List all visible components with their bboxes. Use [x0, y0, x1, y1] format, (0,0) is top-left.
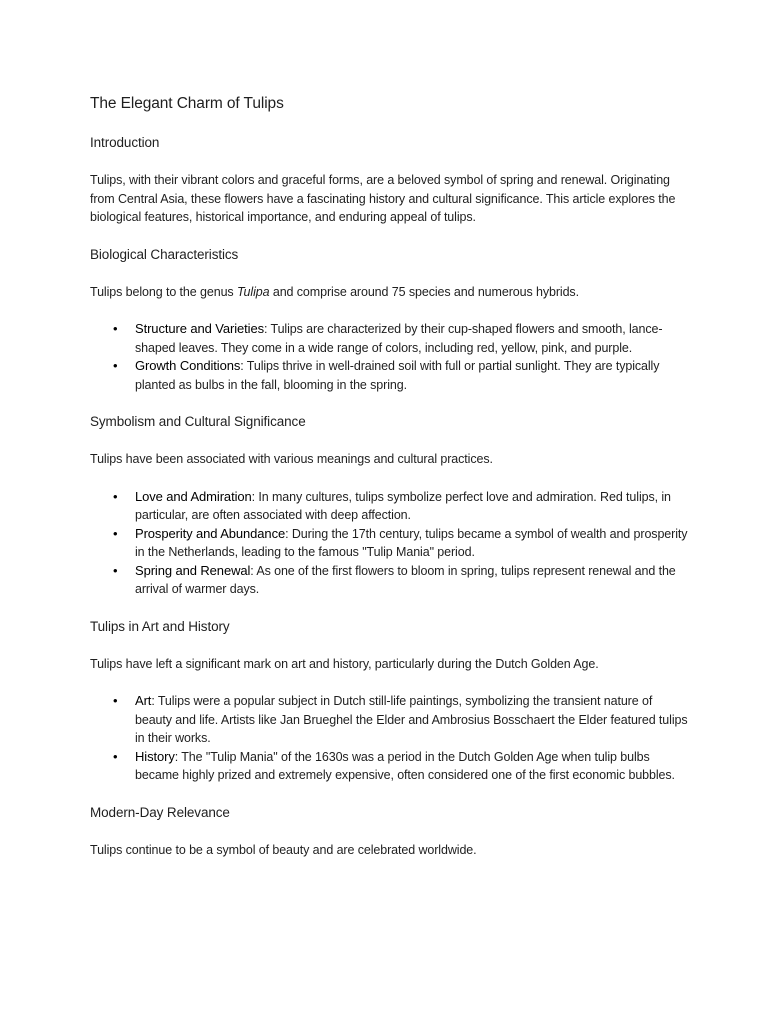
bullet-text: : As one of the first flowers to bloom in spring, tulips represent renewal and the arrival of warmer days.	[135, 563, 676, 596]
genus-name: Tulipa	[236, 284, 270, 299]
symbolism-intro-paragraph: Tulips have been associated with various meanings and cultural practices.	[90, 452, 493, 466]
document-page	[90, 94, 690, 878]
bullet-icon: •	[113, 321, 118, 336]
heading-art-history: Tulips in Art and History	[90, 618, 230, 634]
list-item	[90, 525, 690, 562]
list-item	[90, 357, 690, 394]
symbolism-bullet-list	[90, 488, 690, 599]
bullet-text: : During the 17th century, tulips became a symbol of wealth and prosperity in the Netherlands, leading to the famous "Tulip Mania" period.	[135, 526, 688, 559]
bullet-icon: •	[113, 562, 118, 578]
list-item	[90, 748, 690, 785]
biological-bullet-list	[90, 320, 690, 394]
biological-intro-before: Tulips belong to the genus	[90, 284, 237, 299]
document-title: The Elegant Charm of Tulips	[90, 95, 284, 112]
modern-intro-paragraph: Tulips continue to be a symbol of beauty and are celebrated worldwide.	[90, 842, 477, 857]
bullet-term: Art	[135, 693, 152, 708]
list-item	[90, 692, 690, 748]
bullet-icon: •	[113, 748, 118, 764]
heading-symbolism: Symbolism and Cultural Significance	[90, 414, 306, 429]
biological-intro-paragraph	[90, 283, 690, 302]
heading-biological-characteristics: Biological Characteristics	[90, 246, 239, 262]
bullet-text: : Tulips are characterized by their cup-shaped flowers and smooth, lance-shaped leaves. They come in a wide range of colors, including red, yellow, pink, and purple.	[135, 322, 663, 355]
bullet-term: Spring and Renewal	[135, 562, 251, 578]
bullet-icon: •	[113, 525, 118, 541]
bullet-icon: •	[113, 358, 118, 373]
bullet-term: Growth Conditions	[135, 358, 241, 373]
bullet-term: History	[135, 748, 175, 764]
bullet-text: : Tulips thrive in well-drained soil with full or partial sunlight. They are typically planted as bulbs in the fall, blooming in the spring.	[135, 359, 660, 392]
introduction-paragraph: Tulips, with their vibrant colors and graceful forms, are a beloved symbol of spring and renewal. Originating from Central Asia, these flowers have a fascinating history and cultural significance. This article explores the biological features, historical importance, and enduring appeal of tulips.	[90, 173, 676, 224]
bullet-icon: •	[113, 693, 118, 708]
art-history-bullet-list	[90, 692, 690, 785]
list-item	[90, 488, 690, 525]
bullet-text: : The "Tulip Mania" of the 1630s was a period in the Dutch Golden Age when tulip bulbs became highly prized and extremely expensive, often considered one of the first economic bubbles.	[135, 749, 675, 782]
bullet-term: Love and Admiration	[135, 488, 252, 504]
bullet-text: : In many cultures, tulips symbolize perfect love and admiration. Red tulips, in particular, are often associated with deep affection.	[135, 489, 671, 522]
heading-modern-relevance: Modern-Day Relevance	[90, 804, 230, 820]
list-item	[90, 562, 690, 599]
bullet-term: Structure and Varieties	[135, 321, 264, 336]
art-history-intro-paragraph: Tulips have left a significant mark on art and history, particularly during the Dutch Golden Age.	[90, 656, 599, 671]
bullet-term: Prosperity and Abundance	[135, 525, 286, 541]
bullet-icon: •	[113, 488, 118, 504]
heading-introduction: Introduction	[90, 135, 160, 150]
bullet-text: : Tulips were a popular subject in Dutch still-life paintings, symbolizing the transient nature of beauty and life. Artists like Jan Brueghel the Elder and Ambrosius Bosschaert the Elder featured tulips in their works.	[135, 694, 688, 745]
biological-intro-after: and comprise around 75 species and numerous hybrids.	[269, 284, 579, 299]
list-item	[90, 320, 690, 357]
